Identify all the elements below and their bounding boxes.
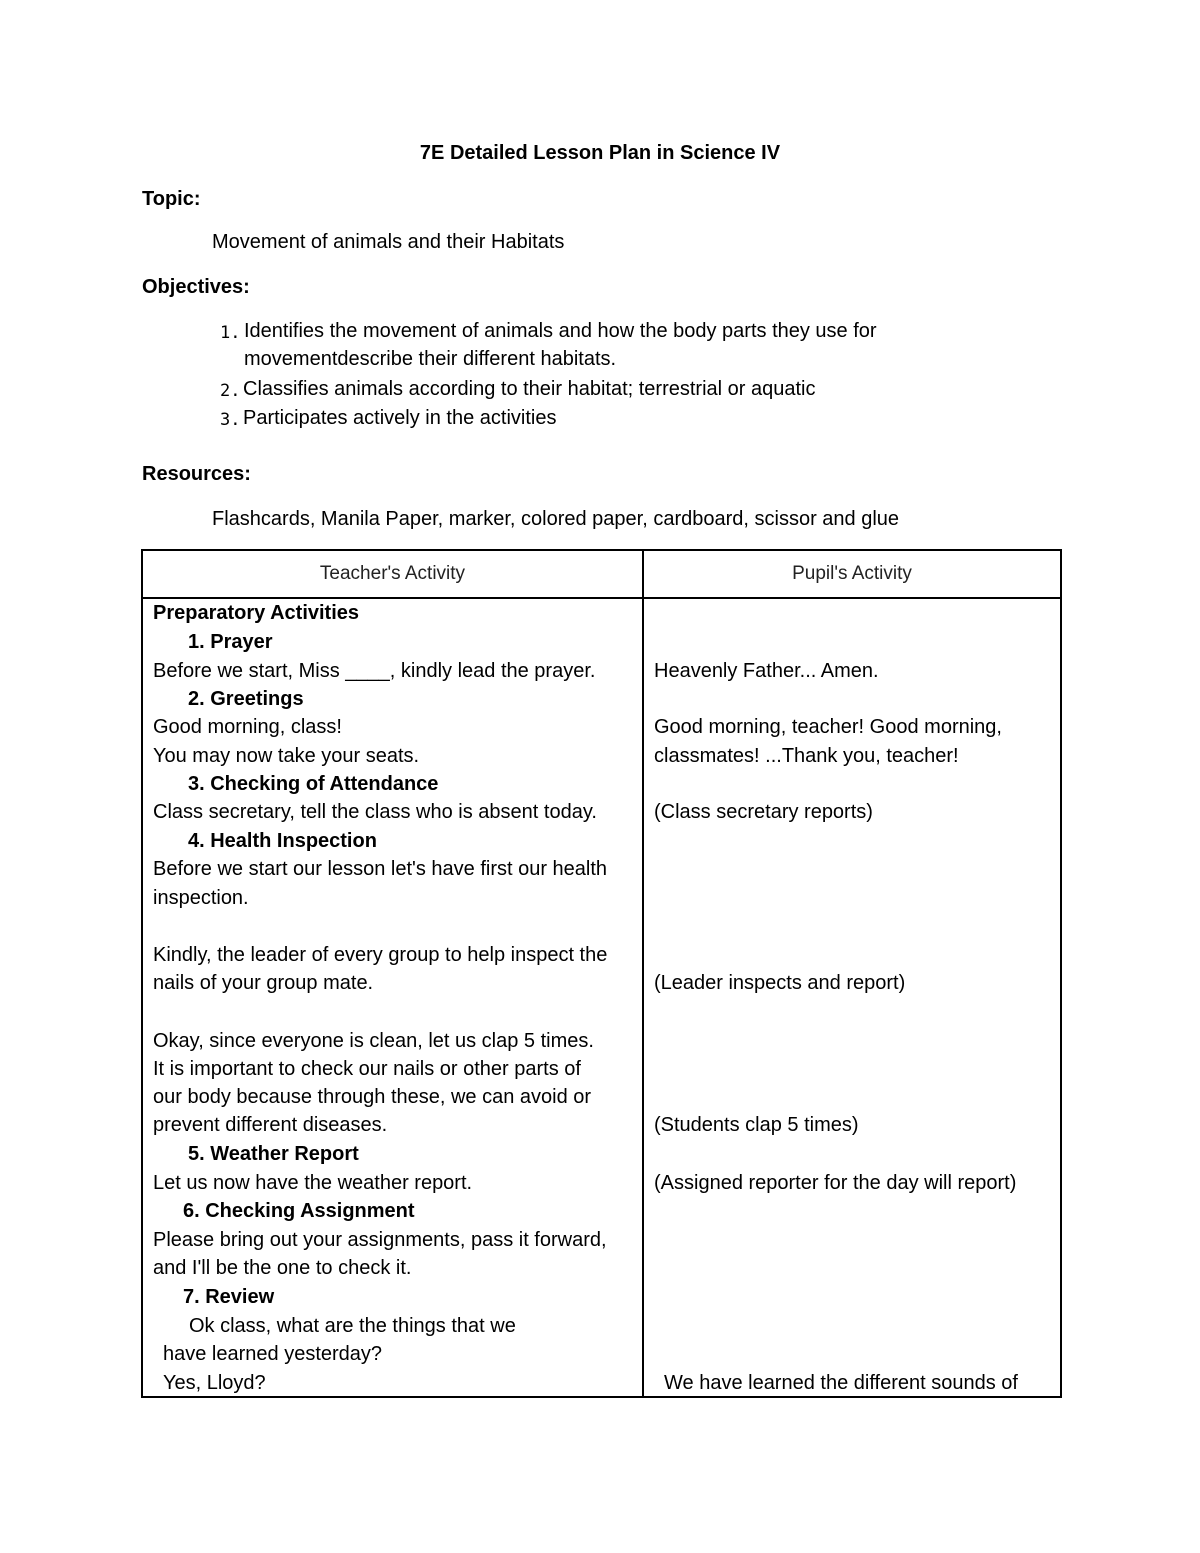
- table-row: [142, 598, 1061, 1397]
- pupil-line: (Class secretary reports): [654, 801, 873, 823]
- pupil-line: (Leader inspects and report): [654, 972, 906, 994]
- table-header-row: [142, 550, 1061, 598]
- teacher-line: Ok class, what are the things that we: [189, 1315, 516, 1337]
- activities-table: [141, 549, 1062, 1398]
- objective-number: 2.: [220, 381, 241, 401]
- objective-text: Classifies animals according to their habitat; terrestrial or aquatic: [243, 378, 816, 400]
- pupil-line: (Students clap 5 times): [654, 1114, 859, 1136]
- teacher-line: nails of your group mate.: [153, 972, 374, 994]
- teacher-line: and I'll be the one to check it.: [153, 1257, 412, 1279]
- teacher-line: Before we start, Miss ____, kindly lead the prayer.: [153, 660, 596, 682]
- pupil-line: classmates! ...Thank you, teacher!: [654, 745, 959, 767]
- topic-value: Movement of animals and their Habitats: [212, 231, 565, 253]
- step-heading: 1. Prayer: [188, 631, 273, 653]
- objective-number: 3.: [220, 410, 241, 430]
- teacher-line: You may now take your seats.: [153, 745, 420, 767]
- page-title: 7E Detailed Lesson Plan in Science IV: [419, 142, 781, 164]
- pupil-line: Good morning, teacher! Good morning,: [654, 716, 1002, 738]
- teacher-line: It is important to check our nails or other parts of: [153, 1058, 581, 1080]
- teacher-line: our body because through these, we can avoid or: [153, 1086, 592, 1108]
- teacher-line: Please bring out your assignments, pass it forward,: [153, 1229, 607, 1251]
- step-heading: 4. Health Inspection: [188, 830, 377, 852]
- teacher-line: Before we start our lesson let's have first our health: [153, 858, 608, 880]
- teacher-line: have learned yesterday?: [163, 1343, 383, 1365]
- pupil-activity-cell: [643, 598, 1061, 1397]
- resources-label: Resources:: [142, 463, 251, 485]
- step-heading: 7. Review: [183, 1286, 275, 1308]
- teacher-activity-cell: [142, 598, 643, 1397]
- section-heading: Preparatory Activities: [153, 602, 360, 624]
- teacher-line: Class secretary, tell the class who is absent today.: [153, 801, 597, 823]
- teacher-line: Good morning, class!: [153, 716, 342, 738]
- step-heading: 5. Weather Report: [188, 1143, 359, 1165]
- pupil-line: (Assigned reporter for the day will report): [654, 1172, 1017, 1194]
- step-heading: 3. Checking of Attendance: [188, 773, 439, 795]
- teacher-line: prevent different diseases.: [153, 1114, 388, 1136]
- objectives-label: Objectives:: [142, 276, 250, 298]
- pupil-line: We have learned the different sounds of: [664, 1372, 1018, 1394]
- topic-label: Topic:: [142, 188, 201, 210]
- teacher-line: Okay, since everyone is clean, let us clap 5 times.: [153, 1030, 594, 1052]
- objective-number: 1.: [220, 323, 241, 343]
- step-heading: 6. Checking Assignment: [183, 1200, 415, 1222]
- objective-text: Identifies the movement of animals and how the body parts they use for: [244, 320, 877, 342]
- teacher-line: Yes, Lloyd?: [163, 1372, 266, 1394]
- step-heading: 2. Greetings: [188, 688, 304, 710]
- objective-text: Participates actively in the activities: [243, 407, 557, 429]
- objective-text-continued: movementdescribe their different habitats.: [244, 348, 617, 370]
- teacher-line: inspection.: [153, 887, 249, 909]
- teacher-line: Let us now have the weather report.: [153, 1172, 473, 1194]
- resources-value: Flashcards, Manila Paper, marker, colored paper, cardboard, scissor and glue: [212, 508, 900, 530]
- teacher-line: Kindly, the leader of every group to help inspect the: [153, 944, 608, 966]
- teacher-activity-header: Teacher's Activity: [142, 550, 643, 598]
- pupil-activity-header: Pupil's Activity: [643, 550, 1061, 598]
- pupil-line: Heavenly Father... Amen.: [654, 660, 879, 682]
